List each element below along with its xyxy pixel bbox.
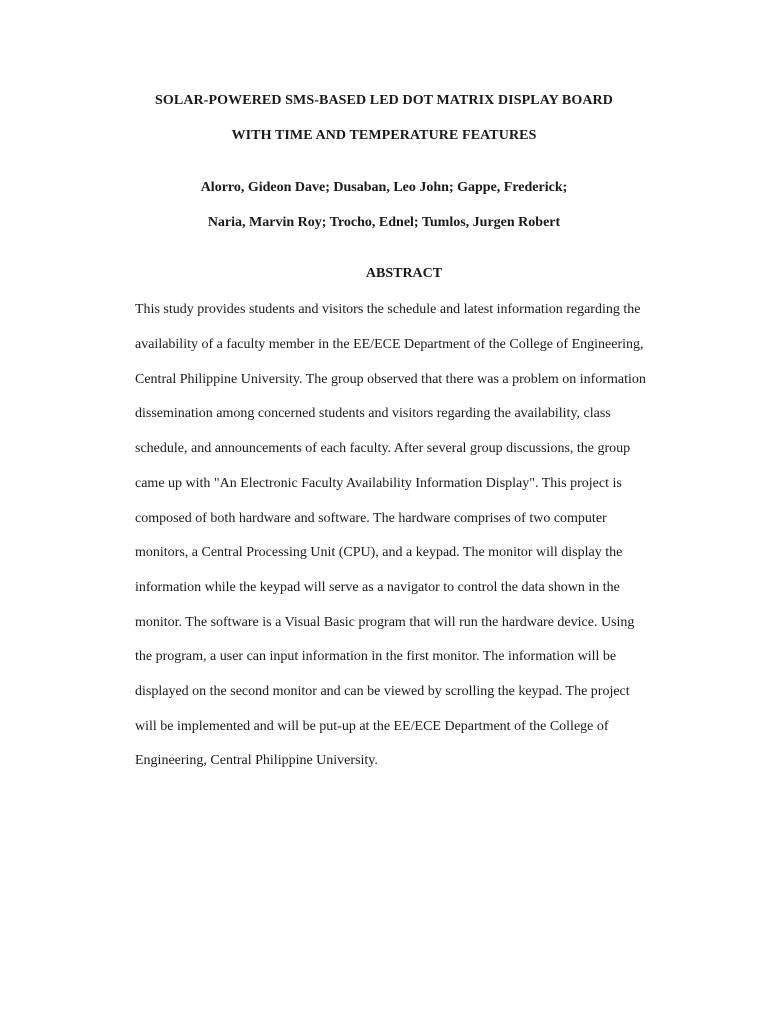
- abstract-line: displayed on the second monitor and can be viewed by scrolling the keypad. The project: [135, 684, 630, 699]
- title-line-2: WITH TIME AND TEMPERATURE FEATURES: [231, 128, 537, 143]
- abstract-line: dissemination among concerned students and visitors regarding the availability, class: [135, 406, 611, 421]
- abstract-line: availability of a faculty member in the EE/ECE Department of the College of Engineering,: [135, 337, 644, 352]
- title-line-1: SOLAR-POWERED SMS-BASED LED DOT MATRIX DISPLAY BOARD: [155, 93, 613, 108]
- abstract-line: This study provides students and visitors the schedule and latest information regarding the: [135, 302, 641, 317]
- abstract-heading: ABSTRACT: [365, 266, 443, 281]
- abstract-line: monitors, a Central Processing Unit (CPU), and a keypad. The monitor will display the: [135, 545, 623, 560]
- authors-line-2: Naria, Marvin Roy; Trocho, Ednel; Tumlos, Jurgen Robert: [207, 215, 561, 230]
- abstract-line: information while the keypad will serve as a navigator to control the data shown in the: [135, 580, 620, 595]
- abstract-line: schedule, and announcements of each faculty. After several group discussions, the group: [135, 441, 631, 456]
- abstract-line: composed of both hardware and software. The hardware comprises of two computer: [135, 511, 607, 526]
- abstract-line: will be implemented and will be put-up at the EE/ECE Department of the College of: [135, 719, 609, 734]
- authors-line-1: Alorro, Gideon Dave; Dusaban, Leo John; Gappe, Frederick;: [200, 180, 568, 195]
- abstract-line: Engineering, Central Philippine University.: [135, 753, 378, 768]
- abstract-line: monitor. The software is a Visual Basic program that will run the hardware device. Using: [135, 615, 635, 630]
- abstract-line: came up with "An Electronic Faculty Availability Information Display". This project is: [135, 476, 622, 491]
- abstract-line: the program, a user can input information in the first monitor. The information will be: [135, 649, 617, 664]
- abstract-line: Central Philippine University. The group observed that there was a problem on information: [135, 372, 646, 387]
